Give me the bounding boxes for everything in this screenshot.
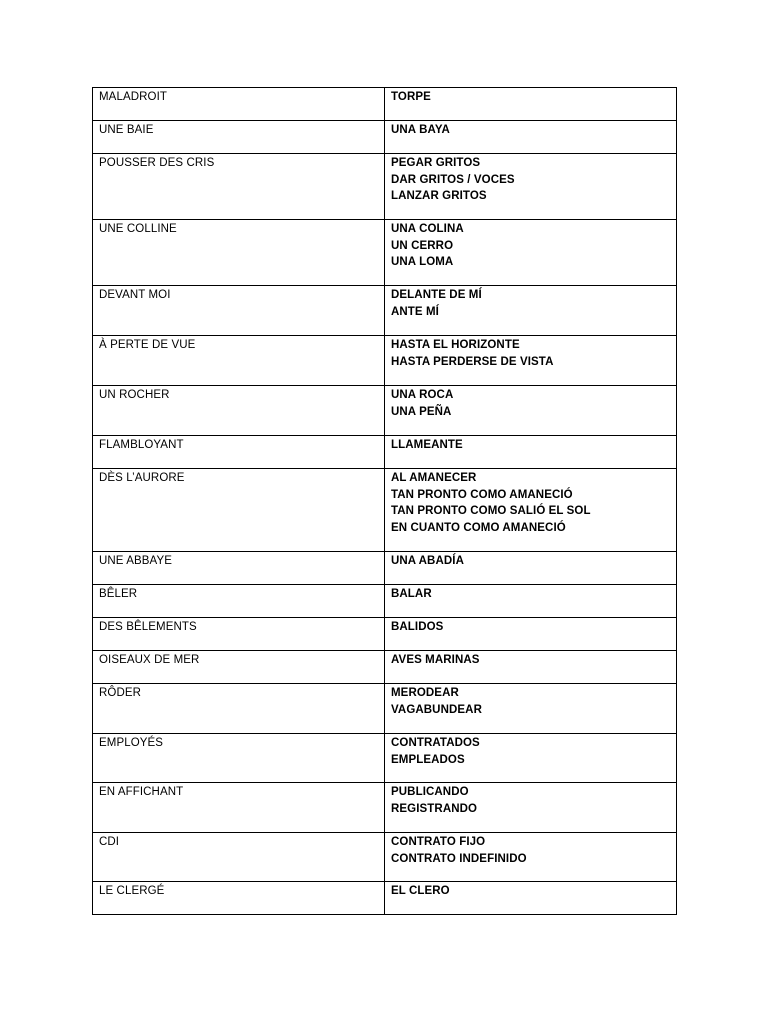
- spanish-translation-line: UN CERRO: [391, 239, 454, 252]
- french-term-cell: OISEAUX DE MER: [93, 651, 385, 684]
- spanish-translation-line: CONTRATADOS: [391, 737, 480, 749]
- spanish-translation-cell: [385, 436, 677, 469]
- french-term-cell: UN ROCHER: [93, 386, 385, 436]
- french-term-cell: EMPLOYÉS: [93, 734, 385, 783]
- spanish-translation-cell: [385, 651, 677, 684]
- table-row: [93, 618, 677, 651]
- table-row: [93, 882, 677, 915]
- french-term-cell: UNE COLLINE: [93, 220, 385, 286]
- french-term-cell: À PERTE DE VUE: [93, 336, 385, 386]
- french-term-cell: UNE BAIE: [93, 121, 385, 154]
- french-term-cell: DÈS L’AURORE: [93, 469, 385, 552]
- spanish-translation-cell: [385, 882, 677, 915]
- table-row: [93, 386, 677, 436]
- spanish-translation-line: CONTRATO FIJO: [391, 836, 486, 848]
- spanish-translation-line: PEGAR GRITOS: [391, 157, 481, 169]
- french-term-cell: CDI: [93, 833, 385, 882]
- spanish-translation-line: CONTRATO INDEFINIDO: [391, 852, 527, 865]
- table-row: [93, 783, 677, 833]
- table-row: [93, 286, 677, 336]
- table-row: [93, 121, 677, 154]
- spanish-translation-cell: [385, 336, 677, 386]
- vocabulary-table: [92, 87, 677, 915]
- spanish-translation-line: VAGABUNDEAR: [391, 703, 482, 716]
- spanish-translation-line: BALIDOS: [391, 621, 444, 633]
- spanish-translation-line: EN CUANTO COMO AMANECIÓ: [391, 521, 566, 534]
- table-row: [93, 469, 677, 552]
- spanish-translation-cell: [385, 783, 677, 833]
- spanish-translation-cell: [385, 286, 677, 336]
- french-term-cell: LE CLERGÉ: [93, 882, 385, 915]
- french-term-cell: MALADROIT: [93, 88, 385, 121]
- french-term-cell: RÔDER: [93, 684, 385, 734]
- spanish-translation-cell: [385, 684, 677, 734]
- table-row: [93, 651, 677, 684]
- spanish-translation-cell: [385, 121, 677, 154]
- table-row: [93, 552, 677, 585]
- spanish-translation-line: DELANTE DE MÍ: [391, 289, 482, 301]
- spanish-translation-cell: [385, 469, 677, 552]
- spanish-translation-line: UNA ABADÍA: [391, 555, 464, 567]
- spanish-translation-line: UNA BAYA: [391, 124, 450, 136]
- table-row: [93, 154, 677, 220]
- spanish-translation-line: PUBLICANDO: [391, 786, 469, 798]
- spanish-translation-line: TAN PRONTO COMO SALIÓ EL SOL: [391, 505, 591, 517]
- vocabulary-table-body: [93, 88, 677, 915]
- spanish-translation-cell: [385, 552, 677, 585]
- spanish-translation-cell: [385, 220, 677, 286]
- spanish-translation-line: DAR GRITOS / VOCES: [391, 173, 515, 186]
- spanish-translation-line: UNA PEÑA: [391, 405, 452, 418]
- french-term-cell: POUSSER DES CRIS: [93, 154, 385, 220]
- spanish-translation-cell: [385, 734, 677, 783]
- spanish-translation-line: UNA ROCA: [391, 389, 454, 401]
- french-term-cell: FLAMBLOYANT: [93, 436, 385, 469]
- table-row: [93, 436, 677, 469]
- spanish-translation-cell: [385, 833, 677, 882]
- spanish-translation-line: UNA COLINA: [391, 223, 464, 235]
- spanish-translation-line: MERODEAR: [391, 687, 459, 699]
- table-row: [93, 684, 677, 734]
- spanish-translation-line: TORPE: [391, 91, 431, 103]
- spanish-translation-line: LANZAR GRITOS: [391, 190, 487, 202]
- spanish-translation-cell: [385, 154, 677, 220]
- spanish-translation-line: BALAR: [391, 588, 432, 600]
- table-row: [93, 734, 677, 783]
- spanish-translation-line: AVES MARINAS: [391, 654, 480, 666]
- spanish-translation-line: ANTE MÍ: [391, 305, 439, 318]
- french-term-cell: BÊLER: [93, 585, 385, 618]
- table-row: [93, 220, 677, 286]
- spanish-translation-cell: [385, 386, 677, 436]
- spanish-translation-cell: [385, 618, 677, 651]
- spanish-translation-line: LLAMEANTE: [391, 439, 463, 451]
- french-term-cell: DEVANT MOI: [93, 286, 385, 336]
- table-row: [93, 336, 677, 386]
- spanish-translation-cell: [385, 585, 677, 618]
- spanish-translation-line: EL CLERO: [391, 885, 450, 897]
- spanish-translation-line: HASTA PERDERSE DE VISTA: [391, 355, 554, 368]
- spanish-translation-line: REGISTRANDO: [391, 802, 478, 815]
- spanish-translation-line: UNA LOMA: [391, 256, 454, 268]
- french-term-cell: EN AFFICHANT: [93, 783, 385, 833]
- spanish-translation-line: EMPLEADOS: [391, 753, 465, 766]
- spanish-translation-line: TAN PRONTO COMO AMANECIÓ: [391, 488, 573, 501]
- table-row: [93, 833, 677, 882]
- spanish-translation-cell: [385, 88, 677, 121]
- spanish-translation-line: AL AMANECER: [391, 472, 477, 484]
- french-term-cell: DES BÊLEMENTS: [93, 618, 385, 651]
- french-term-cell: UNE ABBAYE: [93, 552, 385, 585]
- table-row: [93, 88, 677, 121]
- table-row: [93, 585, 677, 618]
- spanish-translation-line: HASTA EL HORIZONTE: [391, 339, 520, 351]
